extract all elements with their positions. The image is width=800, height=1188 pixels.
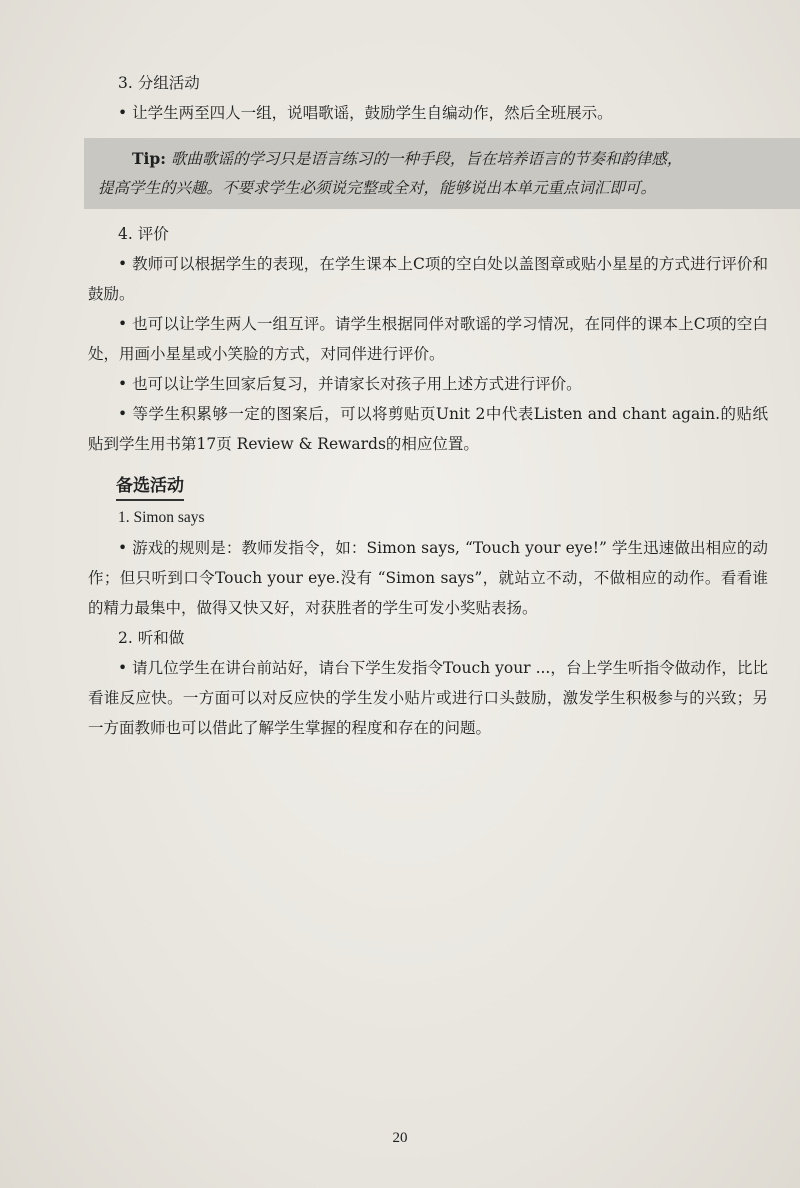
option-1-heading: 1. Simon says xyxy=(118,509,205,526)
optional-activities-title: 备选活动 xyxy=(116,473,184,501)
tip-text-line2: 提高学生的兴趣。不要求学生必须说完整或全对，能够说出本单元重点词汇即可。 xyxy=(98,179,657,197)
option-2-heading: 2. 听和做 xyxy=(118,629,185,647)
section-3-heading: 3. 分组活动 xyxy=(118,74,200,92)
page-content xyxy=(88,68,768,743)
section-4-bullet: • 也可以让学生回家后复习，并请家长对孩子用上述方式进行评价。 xyxy=(118,375,582,393)
section-3-bullet: • 让学生两至四人一组，说唱歌谣，鼓励学生自编动作，然后全班展示。 xyxy=(118,104,613,122)
tip-box xyxy=(84,138,800,209)
section-4-heading: 4. 评价 xyxy=(118,225,169,243)
section-4-bullet: • 也可以让学生两人一组互评。请学生根据同伴对歌谣的学习情况，在同伴的课本上C项的空白处，用画小星星或小笑脸的方式，对同伴进行评价。 xyxy=(88,315,768,363)
section-4-bullet: • 教师可以根据学生的表现，在学生课本上C项的空白处以盖图章或贴小星星的方式进行评价和鼓励。 xyxy=(88,255,768,303)
option-2-bullet: • 请几位学生在讲台前站好，请台下学生发指令Touch your ...，台上学生听指令做动作，比比看谁反应快。一方面可以对反应快的学生发小贴片或进行口头鼓励，激发学生积极参与的兴致；另一方面教师也可以借此了解学生掌握的程度和存在的问题。 xyxy=(88,659,768,737)
option-1-bullet: • 游戏的规则是：教师发指令，如：Simon says, “Touch your eye!” 学生迅速做出相应的动作；但只听到口令Touch your eye.没有 “Simon says”，就站立不动，不做相应的动作。看看谁的精力最集中，做得又快又好，对获胜者的学生可发小奖贴表扬。 xyxy=(88,539,768,617)
tip-text-line1: 歌曲歌谣的学习只是语言练习的一种手段，旨在培养语言的节奏和韵律感， xyxy=(170,150,683,168)
tip-label: Tip: xyxy=(132,149,166,168)
page-number: 20 xyxy=(392,1130,408,1146)
section-4-bullet: • 等学生积累够一定的图案后，可以将剪贴页Unit 2中代表Listen and chant again.的贴纸贴到学生用书第17页 Review & Rewards的相应位置。 xyxy=(88,405,768,453)
